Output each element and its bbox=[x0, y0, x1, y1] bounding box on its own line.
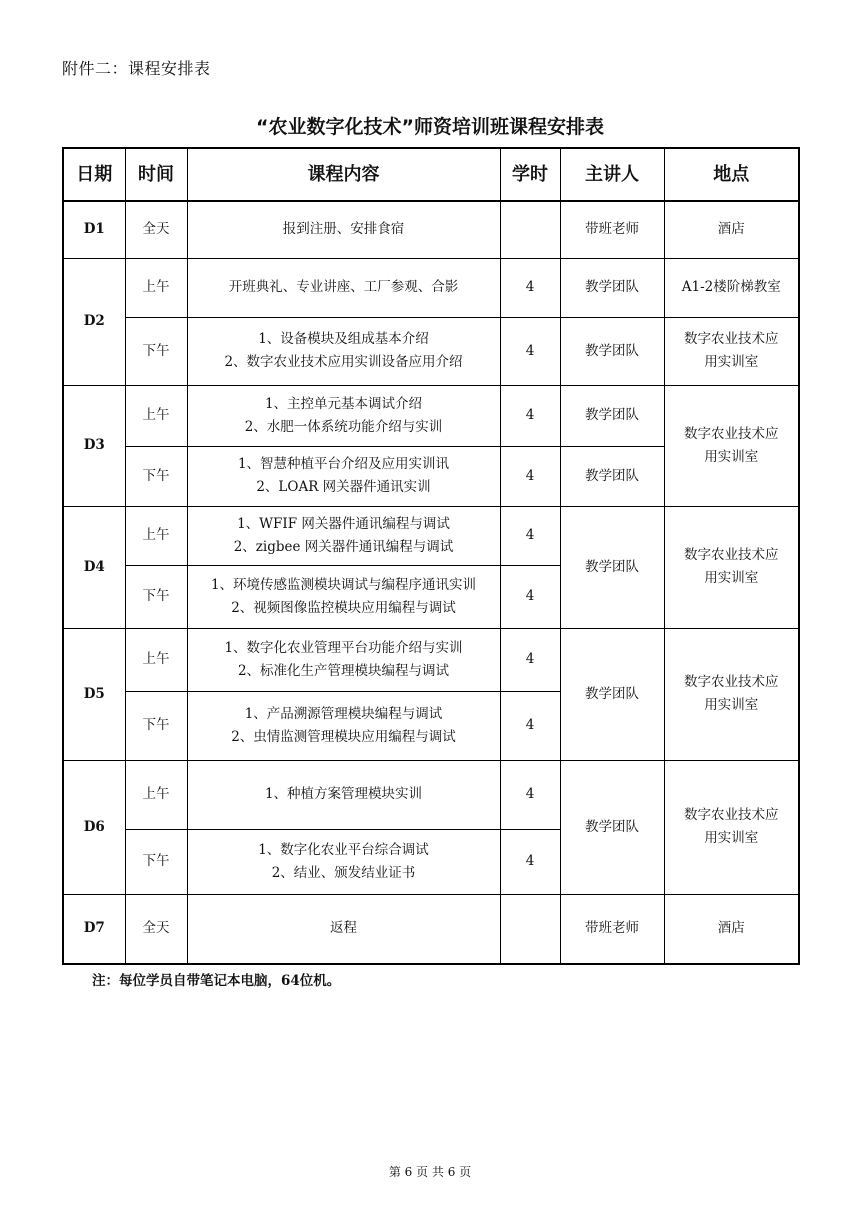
content-line: 2、LOAR 网关器件通讯实训 bbox=[256, 479, 431, 495]
content-line: 2、视频图像监控模块应用编程与调试 bbox=[231, 599, 456, 616]
location-line: 数字农业技术应 bbox=[684, 425, 779, 442]
content-line: 开班典礼、专业讲座、工厂参观、合影 bbox=[228, 279, 459, 295]
time-cell: 上午 bbox=[125, 385, 187, 446]
header-hours: 学时 bbox=[500, 148, 560, 201]
content-cell bbox=[187, 628, 500, 691]
hours-cell: 4 bbox=[500, 760, 560, 829]
content-line: 2、水肥一体系统功能介绍与实训 bbox=[244, 418, 443, 435]
hours-cell: 4 bbox=[500, 628, 560, 691]
page-number: 第 6 页 共 6 页 bbox=[388, 1165, 472, 1179]
time-cell: 全天 bbox=[125, 201, 187, 258]
location-line: 数字农业技术应 bbox=[684, 807, 779, 823]
time-cell: 上午 bbox=[125, 258, 187, 317]
location-cell: 酒店 bbox=[664, 894, 799, 964]
content-line: 1、WFIF 网关器件通讯编程与调试 bbox=[237, 515, 450, 532]
location-line: 数字农业技术应 bbox=[684, 674, 779, 690]
lecturer-cell: 教学团队 bbox=[560, 506, 664, 628]
time-cell: 全天 bbox=[125, 894, 187, 964]
lecturer-cell: 教学团队 bbox=[560, 446, 664, 506]
content-cell bbox=[187, 201, 500, 258]
location-line: 用实训室 bbox=[704, 570, 759, 586]
time-cell: 上午 bbox=[125, 506, 187, 565]
content-line: 1、数字化农业管理平台功能介绍与实训 bbox=[224, 639, 463, 656]
content-line: 返程 bbox=[330, 920, 357, 937]
header-time: 时间 bbox=[125, 148, 187, 201]
location-cell bbox=[664, 317, 799, 385]
header-location: 地点 bbox=[664, 148, 799, 201]
header-lecturer: 主讲人 bbox=[560, 148, 664, 201]
location-line: 用实训室 bbox=[704, 448, 759, 465]
content-line: 1、主控单元基本调试介绍 bbox=[264, 395, 423, 412]
course-schedule-table bbox=[62, 147, 800, 965]
table-row-d4-am bbox=[63, 506, 799, 565]
table-row-d2-am bbox=[63, 258, 799, 317]
table-row-d3-am bbox=[63, 385, 799, 446]
lecturer-cell: 教学团队 bbox=[560, 317, 664, 385]
location-line: 用实训室 bbox=[704, 697, 759, 713]
attachment-label: 附件二：课程安排表 bbox=[62, 59, 211, 78]
header-content: 课程内容 bbox=[187, 148, 500, 201]
lecturer-cell: 教学团队 bbox=[560, 385, 664, 446]
time-cell: 上午 bbox=[125, 628, 187, 691]
content-cell bbox=[187, 565, 500, 628]
time-cell: 下午 bbox=[125, 691, 187, 760]
time-cell: 下午 bbox=[125, 317, 187, 385]
time-cell: 下午 bbox=[125, 446, 187, 506]
location-line: 用实训室 bbox=[704, 354, 759, 370]
content-cell bbox=[187, 829, 500, 894]
hours-cell: 4 bbox=[500, 258, 560, 317]
table-row-d6-am bbox=[63, 760, 799, 829]
location-cell bbox=[664, 385, 799, 506]
day-cell: D7 bbox=[63, 894, 125, 964]
header-row bbox=[63, 148, 799, 201]
lecturer-cell: 带班老师 bbox=[560, 201, 664, 258]
location-cell: A1-2楼阶梯教室 bbox=[664, 258, 799, 317]
lecturer-cell: 带班老师 bbox=[560, 894, 664, 964]
content-cell bbox=[187, 446, 500, 506]
content-line: 2、虫情监测管理模块应用编程与调试 bbox=[231, 728, 456, 745]
day-cell: D6 bbox=[63, 760, 125, 894]
location-cell: 酒店 bbox=[664, 201, 799, 258]
hours-cell: 4 bbox=[500, 691, 560, 760]
day-cell: D1 bbox=[63, 201, 125, 258]
content-cell bbox=[187, 385, 500, 446]
content-line: 1、设备模块及组成基本介绍 bbox=[258, 331, 429, 347]
day-cell: D4 bbox=[63, 506, 125, 628]
content-line: 2、数字农业技术应用实训设备应用介绍 bbox=[224, 354, 463, 370]
hours-cell: 4 bbox=[500, 385, 560, 446]
content-cell bbox=[187, 506, 500, 565]
location-line: 数字农业技术应 bbox=[684, 331, 779, 347]
lecturer-cell: 教学团队 bbox=[560, 760, 664, 894]
hours-cell: 4 bbox=[500, 446, 560, 506]
content-cell bbox=[187, 258, 500, 317]
location-line: 用实训室 bbox=[704, 830, 759, 846]
time-cell: 下午 bbox=[125, 829, 187, 894]
day-cell: D2 bbox=[63, 258, 125, 385]
content-line: 1、智慧种植平台介绍及应用实训讯 bbox=[237, 456, 450, 472]
hours-cell: 4 bbox=[500, 317, 560, 385]
lecturer-cell: 教学团队 bbox=[560, 258, 664, 317]
header-date: 日期 bbox=[63, 148, 125, 201]
content-line: 2、zigbee 网关器件通讯编程与调试 bbox=[233, 538, 454, 555]
location-line: 数字农业技术应 bbox=[684, 547, 779, 563]
content-line: 1、数字化农业平台综合调试 bbox=[258, 841, 429, 858]
content-line: 报到注册、安排食宿 bbox=[282, 221, 405, 238]
hours-cell bbox=[500, 201, 560, 258]
hours-cell: 4 bbox=[500, 565, 560, 628]
document-title: “农业数字化技术”师资培训班课程安排表 bbox=[256, 116, 604, 138]
content-cell bbox=[187, 894, 500, 964]
content-line: 2、结业、颁发结业证书 bbox=[271, 864, 416, 881]
hours-cell: 4 bbox=[500, 829, 560, 894]
location-cell bbox=[664, 506, 799, 628]
lecturer-cell: 教学团队 bbox=[560, 628, 664, 760]
table-row-d7 bbox=[63, 894, 799, 964]
time-cell: 下午 bbox=[125, 565, 187, 628]
hours-cell bbox=[500, 894, 560, 964]
content-line: 2、标准化生产管理模块编程与调试 bbox=[237, 662, 450, 679]
location-cell bbox=[664, 628, 799, 760]
location-cell bbox=[664, 760, 799, 894]
content-line: 1、环境传感监测模块调试与编程序通讯实训 bbox=[210, 576, 477, 593]
content-cell bbox=[187, 760, 500, 829]
day-cell: D3 bbox=[63, 385, 125, 506]
table-row-d5-am bbox=[63, 628, 799, 691]
table-row-d2-pm bbox=[63, 317, 799, 385]
content-line: 1、产品溯源管理模块编程与调试 bbox=[244, 705, 443, 722]
time-cell: 上午 bbox=[125, 760, 187, 829]
content-cell bbox=[187, 691, 500, 760]
day-cell: D5 bbox=[63, 628, 125, 760]
table-row-d1 bbox=[63, 201, 799, 258]
footnote: 注：每位学员自带笔记本电脑，64位机。 bbox=[92, 973, 341, 989]
content-line: 1、种植方案管理模块实训 bbox=[264, 786, 423, 802]
hours-cell: 4 bbox=[500, 506, 560, 565]
content-cell bbox=[187, 317, 500, 385]
